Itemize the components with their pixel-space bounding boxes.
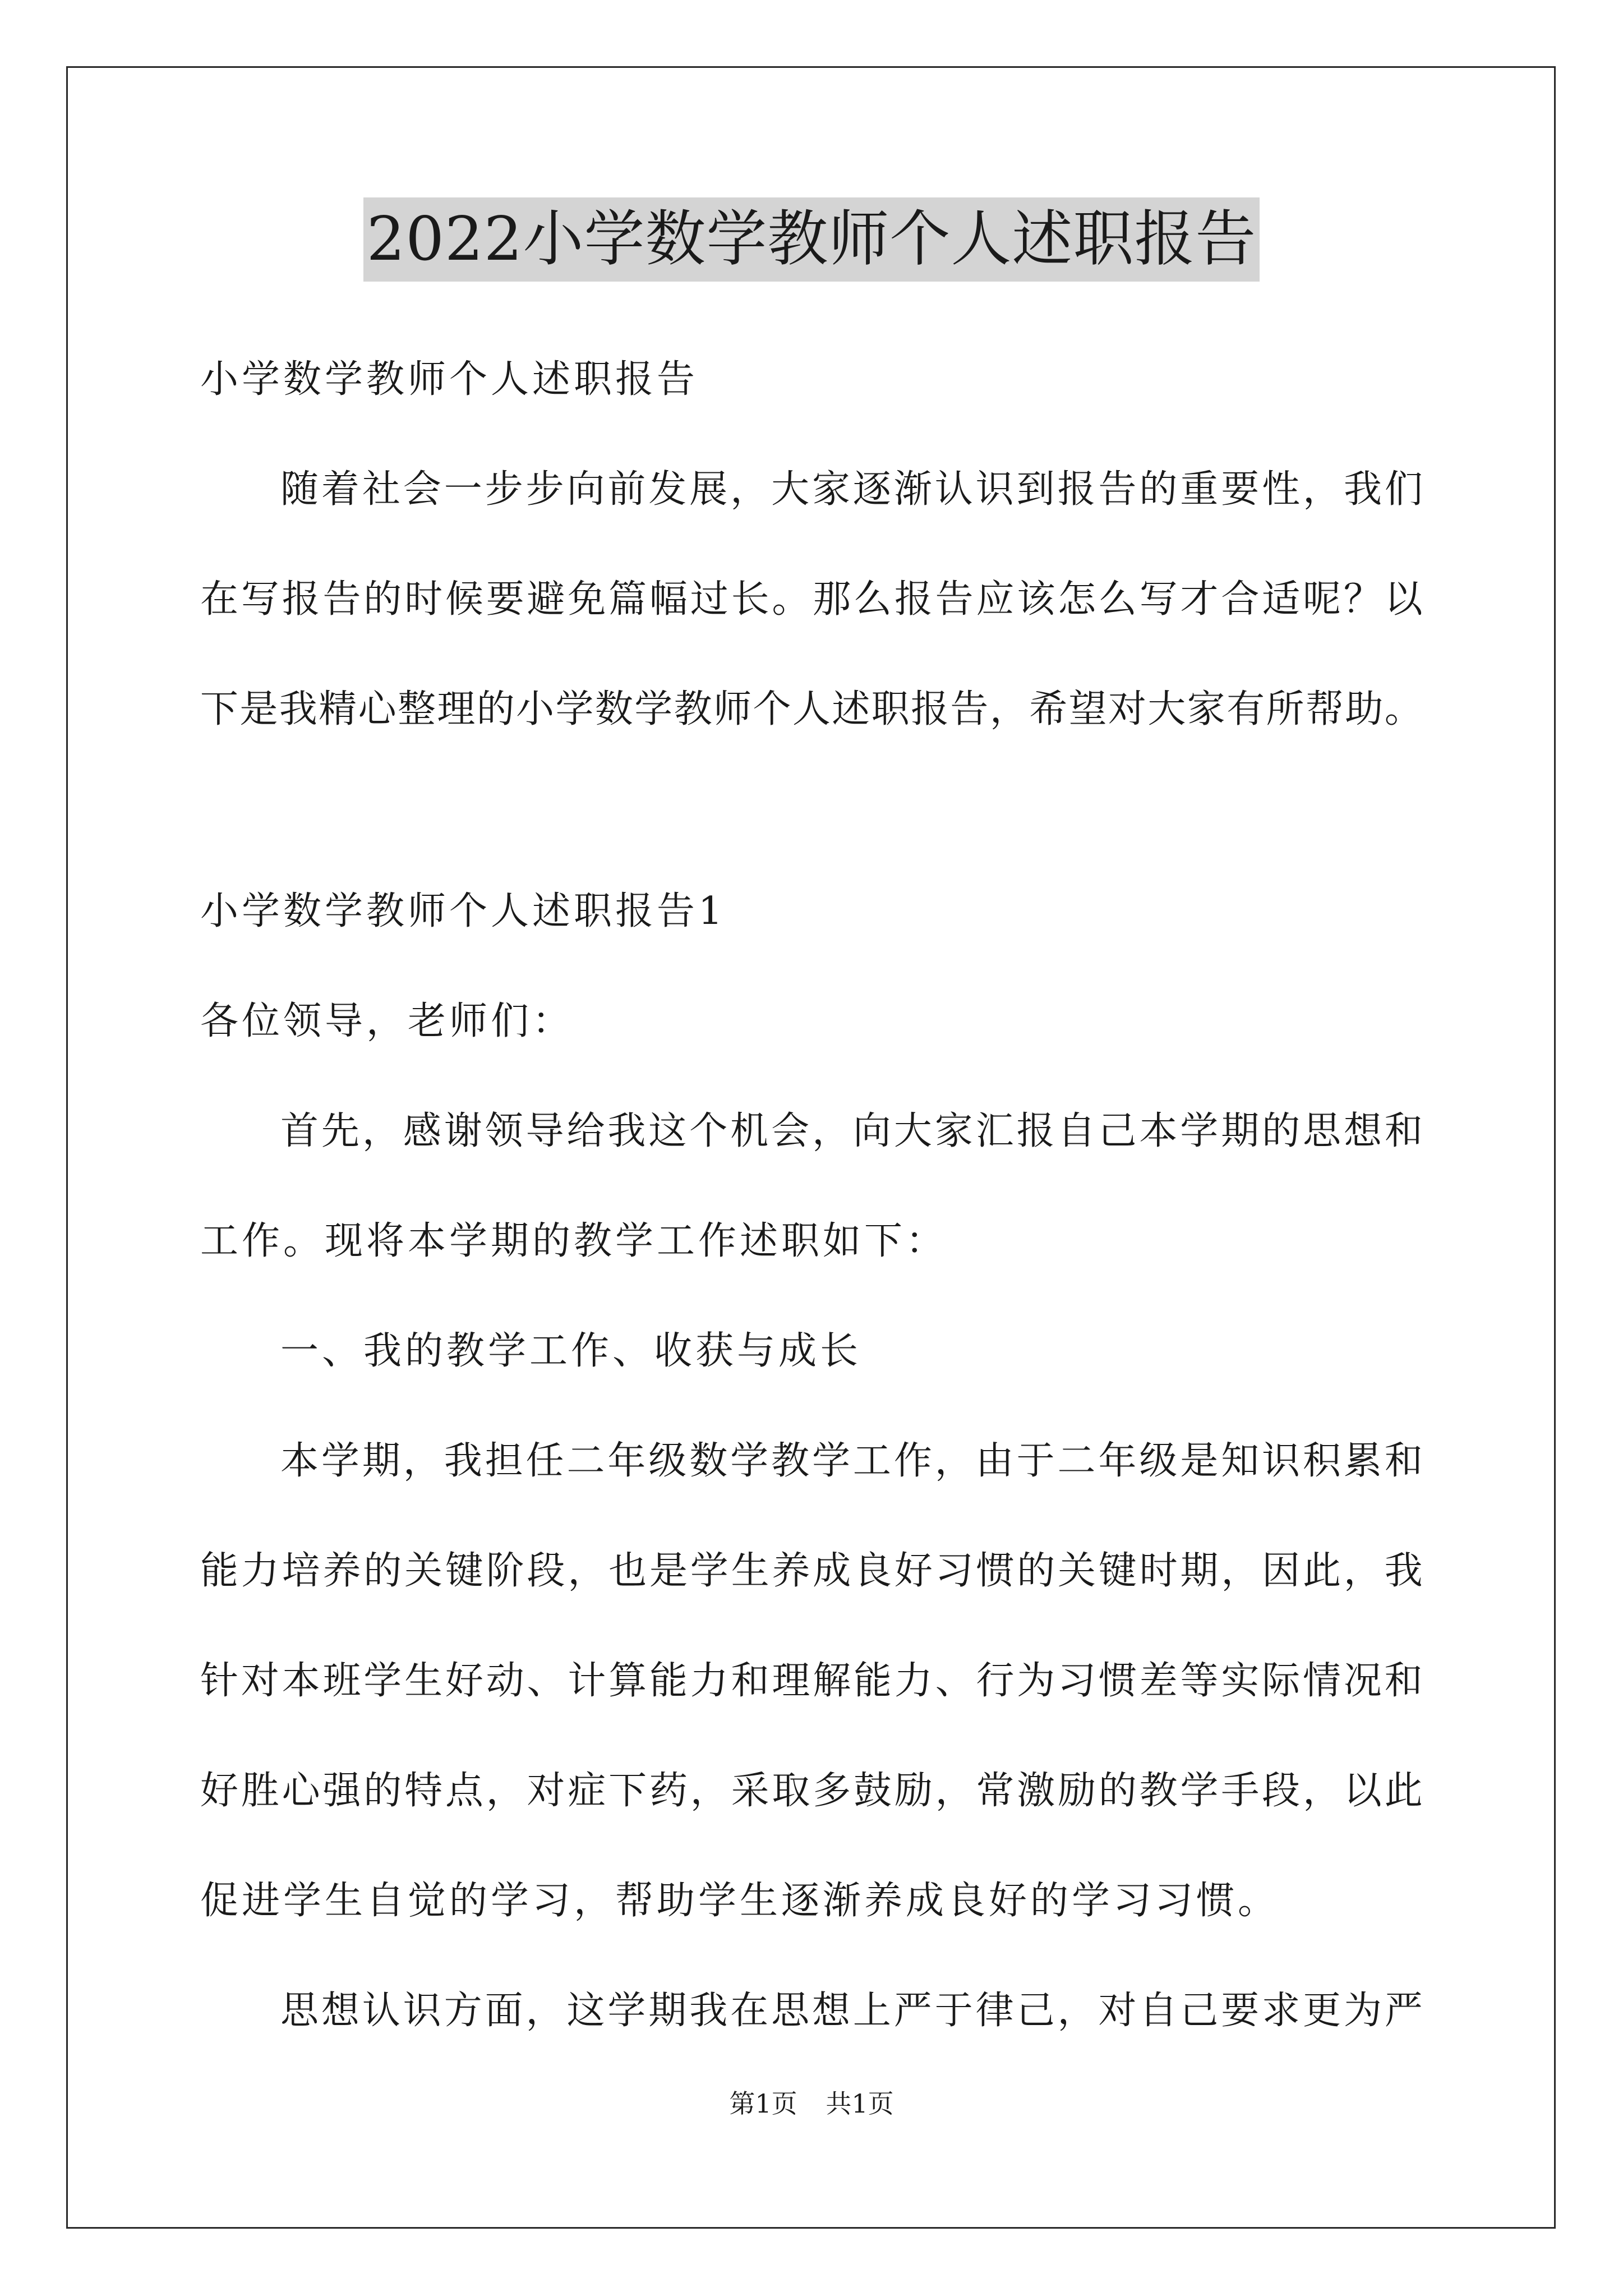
paragraph-line: 能 力 培 养 的 关 键 阶 段 ， 也 是 学 生 养 成 良 好 习 惯 的 关 键 时 期 ， 因 此 ， 我 [200, 1549, 1423, 1593]
paragraph-line: 本 学 期 ， 我 担 任 二 年 级 数 学 教 学 工 作 ， 由 于 二 年 级 是 知 识 积 累 和 [280, 1439, 1423, 1483]
page-footer [0, 2087, 1623, 2120]
subtitle: 小学数学教师个人述职报告 [200, 357, 699, 402]
paragraph-line: 随 着 社 会 一 步 步 向 前 发 展 ， 大 家 逐 渐 认 识 到 报 告 的 重 要 性 ， 我 们 [280, 467, 1423, 512]
document-title: 2022小学数学教师个人述职报告 [363, 197, 1260, 282]
paragraph-line: 好 胜 心 强 的 特 点 ， 对 症 下 药 ， 采 取 多 鼓 励 ， 常 激 励 的 教 学 手 段 ， 以 此 [200, 1769, 1423, 1813]
subsection-heading: 一、我的教学工作、收获与成长 [280, 1329, 862, 1373]
salutation: 各位领导，老师们： [200, 999, 574, 1043]
paragraph-line: 针 对 本 班 学 生 好 动 、 计 算 能 力 和 理 解 能 力 、 行 为 习 惯 差 等 实 际 情 况 和 [200, 1659, 1423, 1703]
paragraph-line: 首 先 ， 感 谢 领 导 给 我 这 个 机 会 ， 向 大 家 汇 报 自 己 本 学 期 的 思 想 和 [280, 1109, 1423, 1153]
paragraph-line: 思 想 认 识 方 面 ， 这 学 期 我 在 思 想 上 严 于 律 己 ， 对 自 己 要 求 更 为 严 [280, 1989, 1423, 2033]
page-number-current: 第1页 [729, 2088, 797, 2119]
page-number-total: 共1页 [826, 2088, 894, 2119]
paragraph-line: 工作。现将本学期的教学工作述职如下： [200, 1219, 948, 1263]
paragraph-line: 在 写 报 告 的 时 候 要 避 免 篇 幅 过 长 。 那 么 报 告 应 该 怎 么 写 才 合 适 呢 ？ 以 [200, 577, 1423, 622]
paragraph-line: 下 是 我 精 心 整 理 的 小 学 数 学 教 师 个 人 述 职 报 告 ， 希 望 对 大 家 有 所 帮 助 。 [200, 687, 1423, 731]
paragraph-line: 促进学生自觉的学习，帮助学生逐渐养成良好的学习习惯。 [200, 1879, 1280, 1923]
section-heading: 小学数学教师个人述职报告1 [200, 889, 726, 933]
title-container [0, 197, 1623, 282]
